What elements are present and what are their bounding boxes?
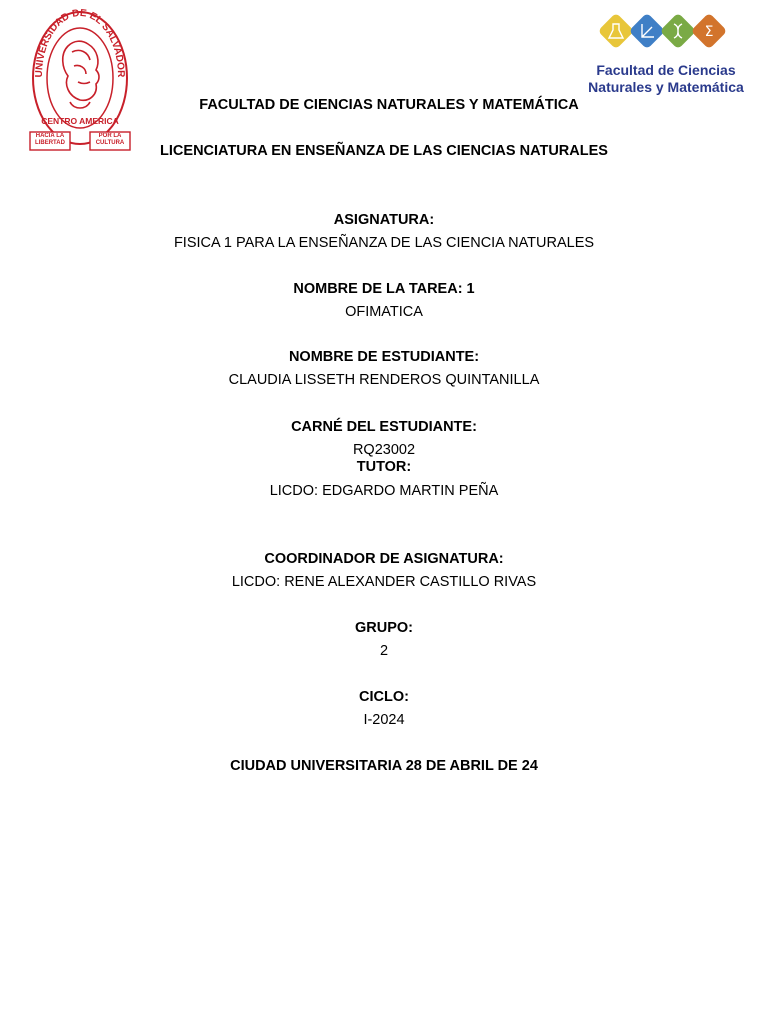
seal-bottom-text: CENTRO AMERICA [41,116,119,126]
footer-place-date: CIUDAD UNIVERSITARIA 28 DE ABRIL DE 24 [230,758,538,774]
cycle-label: CICLO: [359,689,409,705]
cycle-value: I-2024 [363,712,405,728]
task-value: OFIMATICA [345,304,423,320]
svg-text:Σ: Σ [704,24,714,40]
coordinator-label: COORDINADOR DE ASIGNATURA: [264,551,504,567]
student-value: CLAUDIA LISSETH RENDEROS QUINTANILLA [228,372,540,388]
logo-line-2: Naturales y Matemática [588,79,744,95]
logo-tiles [598,13,728,50]
group-value: 2 [379,643,389,659]
seal-ribbon-right: POR LA CULTURA [95,133,125,146]
group-label: GRUPO: [355,620,413,636]
student-id-value: RQ23002 [352,442,416,458]
seal-ring-text: UNIVERSIDAD DE EL SALVADOR [33,7,127,78]
seal-ribbon-left: HACIA LA LIBERTAD [35,133,65,146]
subject-value: FISICA 1 PARA LA ENSEÑANZA DE LAS CIENCIA NATURALES [173,235,595,251]
student-label: NOMBRE DE ESTUDIANTE: [288,349,480,365]
faculty-logo [572,12,760,102]
axis-tile-icon [629,13,666,50]
task-label: NOMBRE DE LA TAREA: 1 [293,281,475,297]
faculty-heading: FACULTAD DE CIENCIAS NATURALES Y MATEMÁTICA [199,97,579,113]
tutor-value: LICDO: EDGARDO MARTIN PEÑA [269,483,499,499]
flask-tile-icon [598,13,635,50]
student-id-label: CARNÉ DEL ESTUDIANTE: [291,419,477,435]
subject-label: ASIGNATURA: [333,212,435,228]
coordinator-value: LICDO: RENE ALEXANDER CASTILLO RIVAS [231,574,537,590]
logo-line-1: Facultad de Ciencias [596,62,736,78]
degree-heading: LICENCIATURA EN ENSEÑANZA DE LAS CIENCIAS NATURALES [160,143,608,159]
tutor-label: TUTOR: [356,459,412,475]
university-seal [28,6,132,156]
